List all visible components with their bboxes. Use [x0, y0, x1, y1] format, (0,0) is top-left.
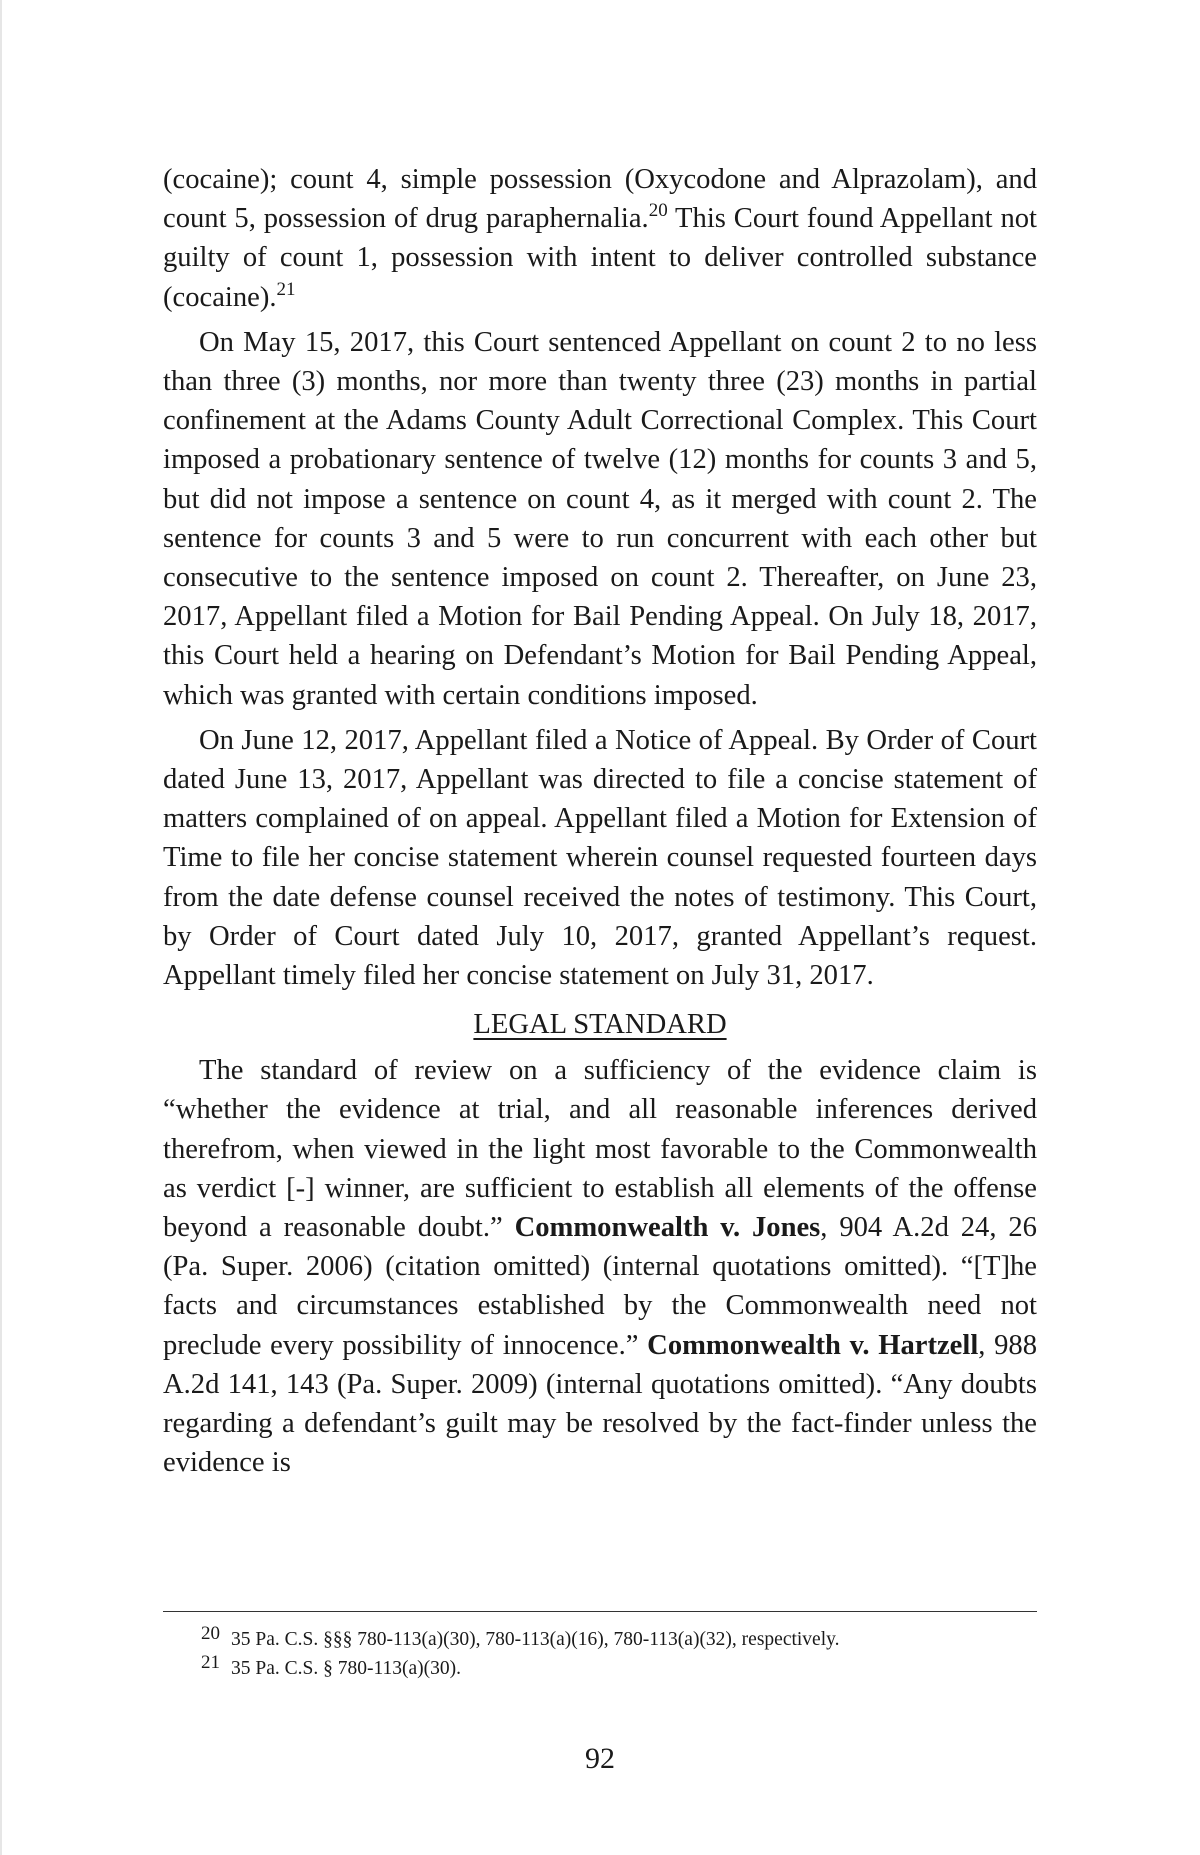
paragraph-4: [163, 1051, 1037, 1482]
paragraph-1: [163, 160, 1037, 317]
footnote-21: [201, 1652, 1037, 1683]
paragraph-4-text-c: , 988 A.2d 141, 143 (Pa. Super. 2009) (internal quotations omitted). “Any doubts regarding a defendant’s guilt may be resolved by the fact-finder unless the evidence is: [163, 1329, 1038, 1479]
paragraph-1-text-b: This Court found Appellant not guilty of count 1, possession with intent to deliver controlled substance (cocaine).: [163, 203, 1037, 313]
footnote-20: [201, 1623, 1037, 1654]
footnotes: [201, 1623, 1037, 1683]
footnote-mark: 20: [201, 1623, 220, 1644]
paragraph-1-text-a: (cocaine); count 4, simple possession (Oxycodone and Alprazolam), and count 5, possession of drug paraphernalia.: [163, 164, 1037, 235]
footnote-mark: 21: [201, 1652, 220, 1673]
paragraph-4-text-a: The standard of review on a sufficiency of the evidence claim is “whether the evidence at trial, and all reasonable inferences derived therefrom, when viewed in the light most favorable to the Commonwealth as verdict [-] winner, are sufficient to establish all elements of the offense beyond a reasonable doubt.”: [163, 1055, 1037, 1244]
paragraph-3: On June 12, 2017, Appellant filed a Notice of Appeal. By Order of Court dated June 13, 2017, Appellant was directed to file a concise statement of matters complained of on appeal. Appellant filed a Motion for Extension of Time to file her concise statement wherein counsel requested fourteen days from the date defense counsel received the notes of testimony. This Court, by Order of Court dated July 10, 2017, granted Appellant’s request. Appellant timely filed her concise statement on July 31, 2017.: [163, 724, 1037, 992]
paragraph-4-text-b: , 904 A.2d 24, 26 (Pa. Super. 2006) (citation omitted) (internal quotations omitted). “[T]he facts and circumstances established by the Commonwealth need not preclude every possibility of innocence.”: [163, 1212, 1037, 1361]
footnote-text: 35 Pa. C.S. §§§ 780-113(a)(30), 780-113(a)(16), 780-113(a)(32), respectively.: [231, 1629, 840, 1650]
case-citation-jones: Commonwealth v. Jones: [514, 1212, 821, 1244]
paragraph-2: On May 15, 2017, this Court sentenced Appellant on count 2 to no less than three (3) months, nor more than twenty three (23) months in partial confinement at the Adams County Adult Correctional Complex. This Court imposed a probationary sentence of twelve (12) months for counts 3 and 5, but did not impose a sentence on count 4, as it merged with count 2. The sentence for counts 3 and 5 were to run concurrent with each other but consecutive to the sentence imposed on count 2. Thereafter, on June 23, 2017, Appellant filed a Motion for Bail Pending Appeal. On July 18, 2017, this Court held a hearing on Defendant’s Motion for Bail Pending Appeal, which was granted with certain conditions imposed.: [163, 326, 1037, 711]
footnote-divider: [163, 1611, 1037, 1612]
body-text: [163, 160, 1037, 1483]
footnote-ref-20[interactable]: 20: [648, 200, 668, 222]
footnote-ref-21[interactable]: 21: [276, 278, 296, 300]
page-number: 92: [585, 1742, 615, 1775]
page-edge: [0, 0, 2, 1855]
footnote-text: 35 Pa. C.S. § 780-113(a)(30).: [231, 1658, 462, 1679]
section-heading: LEGAL STANDARD: [473, 1009, 727, 1041]
case-citation-hartzell: Commonwealth v. Hartzell: [647, 1329, 979, 1361]
